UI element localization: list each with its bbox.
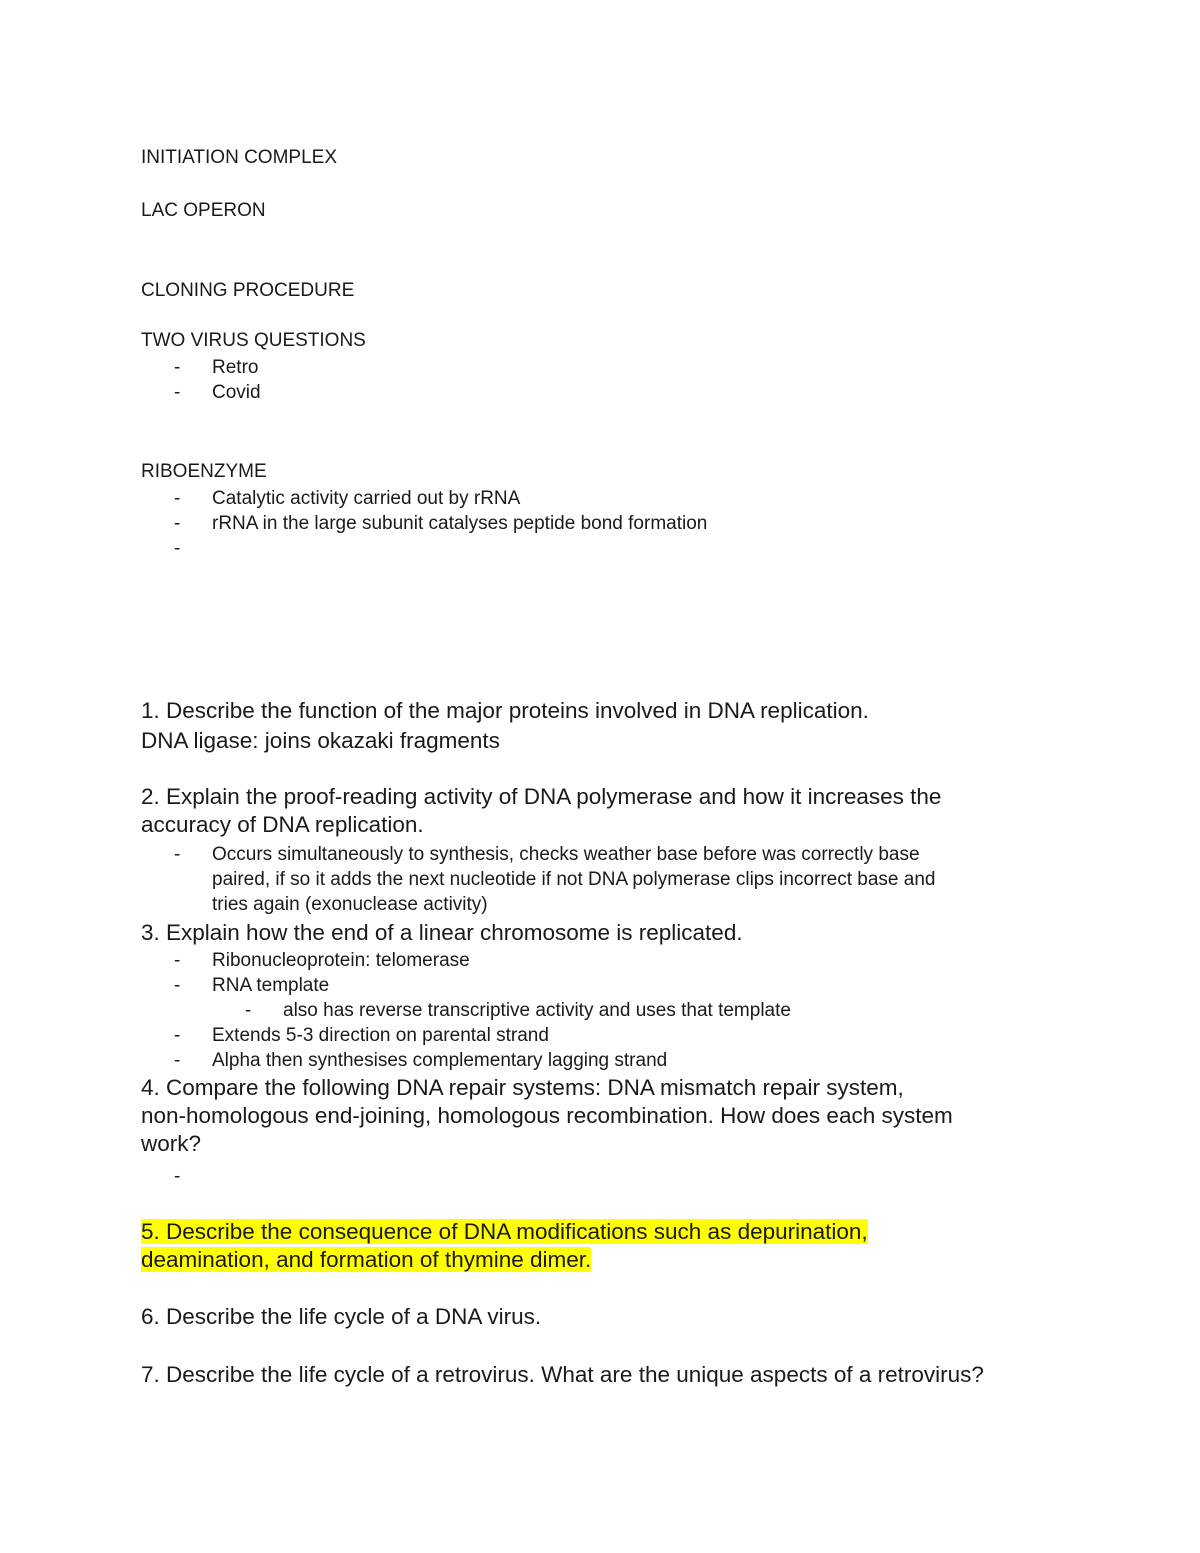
bullet-marker: - xyxy=(174,382,181,403)
bullet-marker: - xyxy=(174,513,181,534)
list-item: rRNA in the large subunit catalyses peptide bond formation xyxy=(212,513,708,534)
list-item: Extends 5-3 direction on parental strand xyxy=(212,1025,549,1046)
highlighted-text: deamination, and formation of thymine dimer. xyxy=(141,1247,592,1272)
heading-lac-operon: LAC OPERON xyxy=(141,200,266,221)
list-item: Ribonucleoprotein: telomerase xyxy=(212,950,470,971)
list-item: Covid xyxy=(212,382,261,403)
bullet-marker: - xyxy=(174,488,181,509)
question-7: 7. Describe the life cycle of a retrovirus. What are the unique aspects of a retrovirus? xyxy=(141,1362,984,1387)
bullet-marker: - xyxy=(174,357,181,378)
bullet-marker: - xyxy=(174,975,181,996)
list-item-continued: paired, if so it adds the next nucleotide if not DNA polymerase clips incorrect base and xyxy=(212,869,936,890)
question-4-line-3: work? xyxy=(141,1131,202,1156)
list-item: RNA template xyxy=(212,975,330,996)
question-2-line-1: 2. Explain the proof-reading activity of DNA polymerase and how it increases the xyxy=(141,784,942,809)
question-4-line-2: non-homologous end-joining, homologous recombination. How does each system xyxy=(141,1103,953,1128)
question-5-line-1 xyxy=(141,1218,868,1246)
bullet-marker: - xyxy=(174,1025,181,1046)
list-item: Catalytic activity carried out by rRNA xyxy=(212,488,521,509)
bullet-marker: - xyxy=(174,1166,181,1187)
list-item: Occurs simultaneously to synthesis, checks weather base before was correctly base xyxy=(212,844,920,865)
highlighted-text: 5. Describe the consequence of DNA modifications such as depurination, xyxy=(141,1219,868,1244)
question-5-line-2 xyxy=(141,1246,591,1274)
heading-two-virus-questions: TWO VIRUS QUESTIONS xyxy=(141,330,366,351)
bullet-marker: - xyxy=(174,844,181,865)
bullet-marker: - xyxy=(174,950,181,971)
bullet-marker: - xyxy=(174,538,181,559)
question-3: 3. Explain how the end of a linear chromosome is replicated. xyxy=(141,920,743,945)
bullet-marker: - xyxy=(174,1050,181,1071)
list-item-continued: tries again (exonuclease activity) xyxy=(212,894,488,915)
heading-initiation-complex: INITIATION COMPLEX xyxy=(141,147,338,168)
question-1: 1. Describe the function of the major proteins involved in DNA replication. xyxy=(141,698,869,723)
answer-1: DNA ligase: joins okazaki fragments xyxy=(141,728,500,753)
question-4-line-1: 4. Compare the following DNA repair systems: DNA mismatch repair system, xyxy=(141,1075,904,1100)
heading-riboenzyme: RIBOENZYME xyxy=(141,461,267,482)
heading-cloning-procedure: CLONING PROCEDURE xyxy=(141,280,355,301)
question-6: 6. Describe the life cycle of a DNA virus. xyxy=(141,1304,542,1329)
question-2-line-2: accuracy of DNA replication. xyxy=(141,812,424,837)
bullet-marker: - xyxy=(245,1000,252,1021)
sub-list-item: also has reverse transcriptive activity and uses that template xyxy=(283,1000,791,1021)
list-item: Alpha then synthesises complementary lagging strand xyxy=(212,1050,668,1071)
list-item: Retro xyxy=(212,357,259,378)
